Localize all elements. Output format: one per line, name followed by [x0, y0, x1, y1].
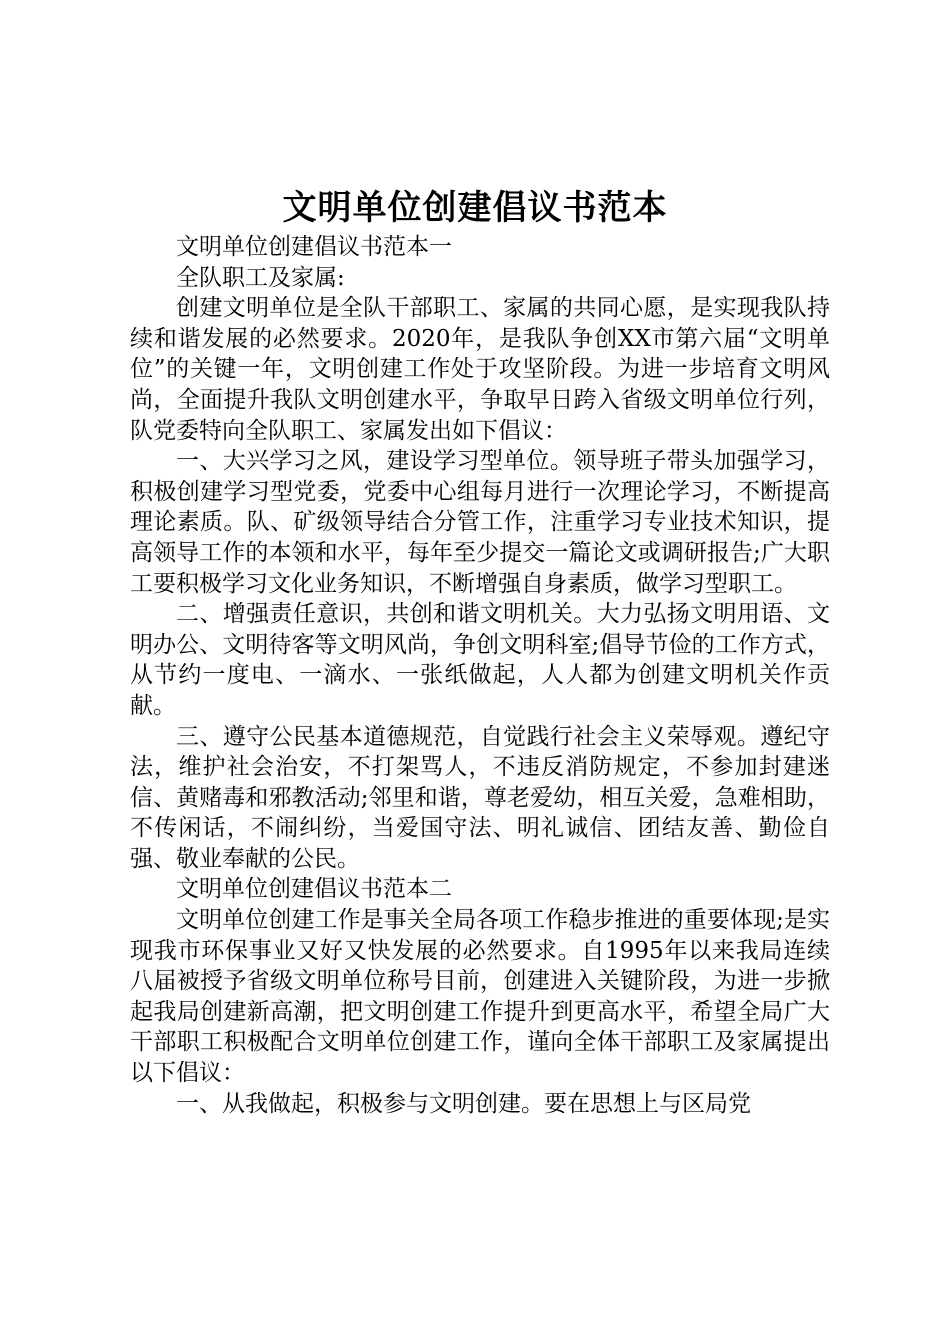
paragraph-point-two: 二、增强责任意识，共创和谐文明机关。大力弘扬文明用语、文明办公、文明待客等文明风尚，争创文明科室;倡导节俭的工作方式，从节约一度电、一滴水、一张纸做起，人人都为创建文明机关作贡献。 [130, 601, 830, 719]
paragraph-point-three: 三、遵守公民基本道德规范，自觉践行社会主义荣辱观。遵纪守法，维护社会治安，不打架骂人，不违反消防规定，不参加封建迷信、黄赌毒和邪教活动;邻里和谐，尊老爱幼，相互关爱，急难相助，不传闲话，不闹纠纷，当爱国守法、明礼诚信、团结友善、勤俭自强、敬业奉献的公民。 [130, 723, 830, 872]
paragraph-section-heading-one: 文明单位创建倡议书范本一 [176, 234, 452, 260]
paragraph-intro-two: 文明单位创建工作是事关全局各项工作稳步推进的重要体现;是实现我市环保事业又好又快发展的必然要求。自1995年以来我局连续八届被授予省级文明单位称号目前，创建进入关键阶段，为进一步掀起我局创建新高潮，把文明创建工作提升到更高水平，希望全局广大干部职工积极配合文明单位创建工作，谨向全体干部职工及家属提出以下倡议： [130, 907, 830, 1087]
paragraph-section-heading-two: 文明单位创建倡议书范本二 [176, 876, 452, 903]
document-title: 文明单位创建倡议书范本 [282, 188, 668, 228]
paragraph-point-one: 一、大兴学习之风，建设学习型单位。领导班子带头加强学习，积极创建学习型党委，党委中心组每月进行一次理论学习，不断提高理论素质。队、矿级领导结合分管工作，注重学习专业技术知识，提高领导工作的本领和水平，每年至少提交一篇论文或调研报告;广大职工要积极学习文化业务知识，不断增强自身素质，做学习型职工。 [130, 448, 830, 597]
paragraph-intro: 创建文明单位是全队干部职工、家属的共同心愿，是实现我队持续和谐发展的必然要求。2020年，是我队争创XX市第六届“文明单位”的关键一年，文明创建工作处于攻坚阶段。为进一步培育文明风尚，全面提升我队文明创建水平，争取早日跨入省级文明单位行列，队党委特向全队职工、家属发出如下倡议： [130, 295, 830, 444]
paragraph-salutation: 全队职工及家属: [176, 264, 345, 291]
document-body [130, 232, 830, 1119]
paragraph-point-one-two: 一、从我做起，积极参与文明创建。要在思想上与区局党 [176, 1090, 751, 1117]
